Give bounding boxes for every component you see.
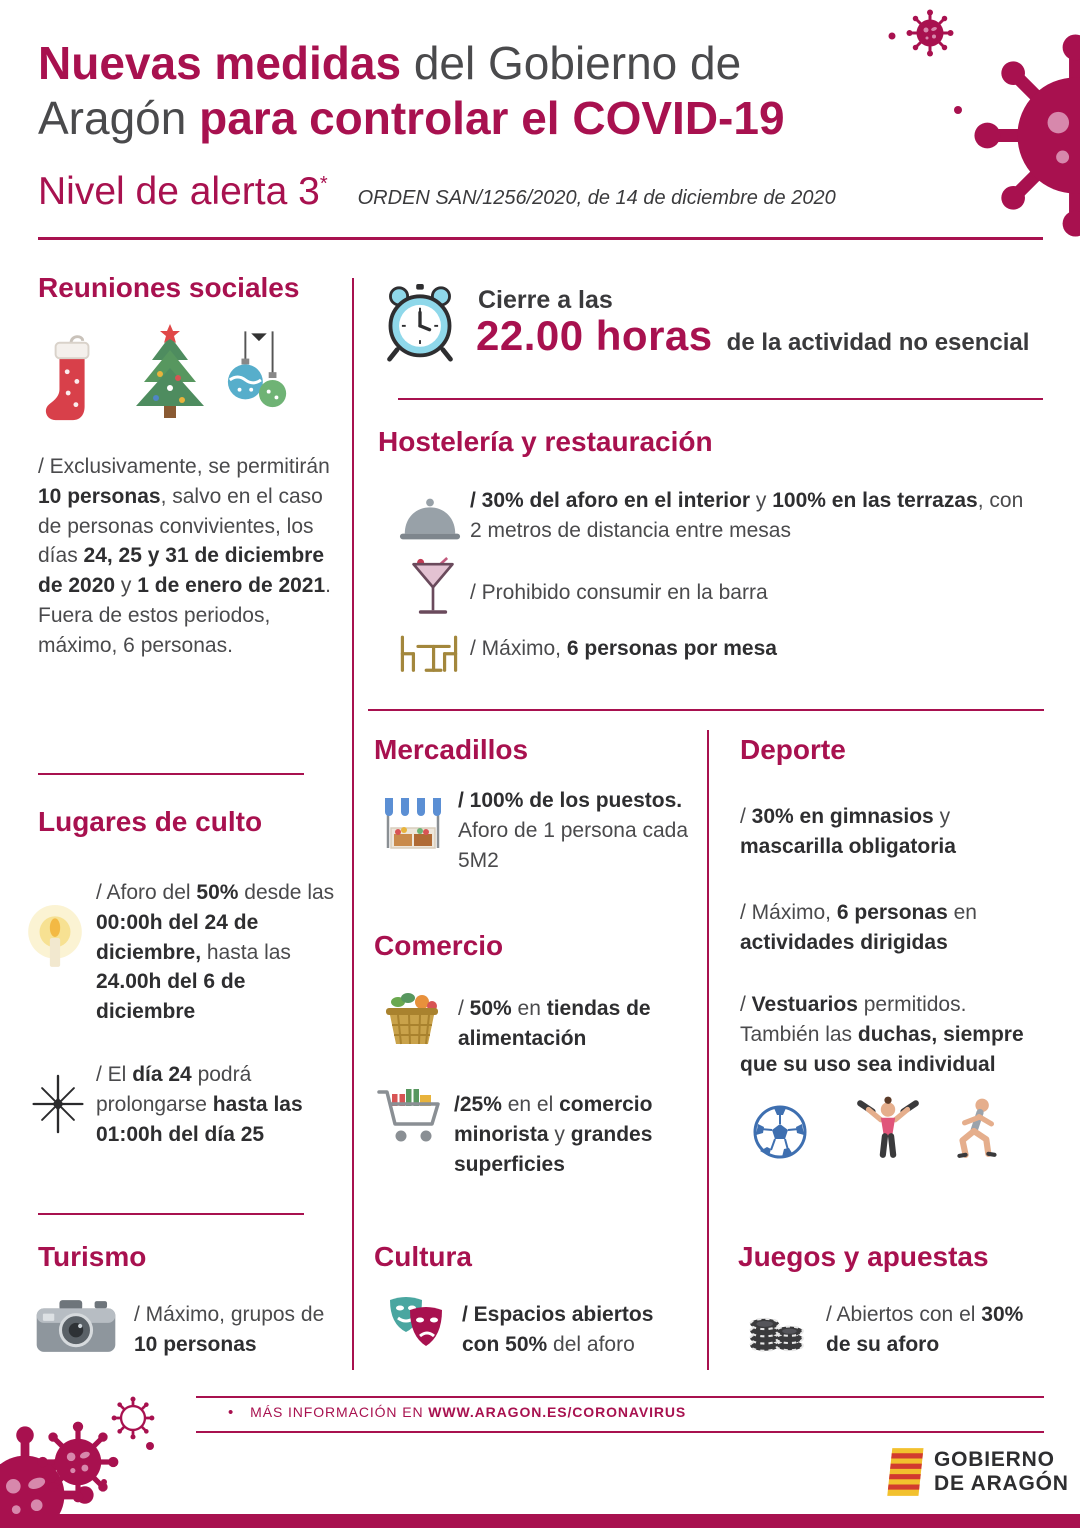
alert-row xyxy=(38,170,1038,214)
market-stall-icon xyxy=(382,794,444,854)
footer-divider-bottom xyxy=(196,1431,1044,1433)
sparkle-star-icon xyxy=(28,1074,88,1134)
running-icon xyxy=(946,1096,1010,1160)
footer-info xyxy=(228,1404,948,1421)
title-accent-1: Nuevas medidas xyxy=(38,37,402,89)
christmas-ornaments-icon xyxy=(224,330,292,426)
title-plain-2: Aragón xyxy=(38,92,200,145)
cloche-icon xyxy=(398,494,462,546)
weightlifting-icon xyxy=(854,1094,922,1160)
section-heading-mercadillos: Mercadillos xyxy=(374,734,529,765)
culto-item-1-text: / Aforo del 50% desde las 00:00h del 24 de diciembre, hasta las 24.00h del 6 de diciembre xyxy=(96,881,335,1024)
curfew-divider xyxy=(398,398,1043,400)
footer-divider-top xyxy=(196,1396,1044,1398)
footer-info-label: MÁS INFORMACIÓN EN xyxy=(250,1404,429,1420)
section-heading-deporte: Deporte xyxy=(740,734,846,765)
shopping-cart-icon xyxy=(376,1084,444,1150)
hosteleria-bottom-divider xyxy=(368,709,1044,711)
header-divider xyxy=(38,237,1043,240)
juegos-text: / Abiertos con el 30% de su aforo xyxy=(826,1303,1024,1356)
deporte-item-1-text: / 30% en gimnasios y mascarilla obligatoria xyxy=(740,805,956,858)
hosteleria-item-1-text: / 30% del aforo en el interior y 100% en las terrazas, con 2 metros de distancia entre mesas xyxy=(470,489,1024,542)
table-and-chairs-icon xyxy=(396,628,462,674)
logo-line-1: GOBIERNO xyxy=(934,1448,1055,1471)
alert-level: Nivel de alerta 3* xyxy=(38,170,328,213)
hosteleria-item-2-text: / Prohibido consumir en la barra xyxy=(470,581,768,604)
turismo-text: / Máximo, grupos de 10 personas xyxy=(134,1303,325,1356)
curfew-time: 22.00 horas xyxy=(476,312,713,359)
aragon-flag-icon xyxy=(884,1446,926,1498)
virus-decoration-bottom-left-icon xyxy=(0,1384,180,1528)
section-heading-cultura: Cultura xyxy=(374,1241,472,1272)
title-accent-2: para controlar el COVID-19 xyxy=(199,92,785,145)
section-heading-comercio: Comercio xyxy=(374,930,504,961)
alarm-clock-icon xyxy=(380,282,460,364)
section-heading-reuniones: Reuniones sociales xyxy=(38,272,300,303)
section-heading-hosteleria: Hostelería y restauración xyxy=(378,426,713,457)
soccer-ball-icon xyxy=(752,1104,808,1160)
christmas-stocking-icon xyxy=(44,332,102,426)
title-plain-1: del Gobierno de xyxy=(401,37,742,89)
footer-info-url: WWW.ARAGON.ES/CORONAVIRUS xyxy=(428,1404,687,1420)
vertical-divider-1 xyxy=(352,278,354,1370)
deporte-item-2-text: / Máximo, 6 personas en actividades dirigidas xyxy=(740,901,977,954)
poker-chips-icon xyxy=(744,1296,808,1356)
theater-masks-icon xyxy=(382,1294,450,1352)
curfew-intro: Cierre a las xyxy=(478,286,613,314)
bottom-accent-bar xyxy=(0,1514,1080,1528)
order-reference: ORDEN SAN/1256/2020, de 14 de diciembre de 2020 xyxy=(357,187,836,209)
comercio-item-2-text: /25% en el comercio minorista y grandes superficies xyxy=(454,1093,653,1176)
curfew-row xyxy=(476,312,1029,360)
reuniones-text: / Exclusivamente, se permitirán 10 personas, salvo en el caso de personas convivientes, los días 24, 25 y 31 de diciembre de 2020 y 1 de enero de 2021. Fuera de estos periodos, máximo, 6 personas. xyxy=(38,455,332,657)
government-logo-text xyxy=(934,1448,1069,1496)
candle-icon xyxy=(22,900,88,976)
virus-decoration-top-right-icon xyxy=(878,0,1080,270)
logo-line-2: DE ARAGÓN xyxy=(934,1471,1069,1495)
mercadillos-text: / 100% de los puestos. Aforo de 1 persona cada 5M2 xyxy=(458,789,688,872)
hosteleria-item-3-text: / Máximo, 6 personas por mesa xyxy=(470,637,777,660)
deporte-item-3-text: / Vestuarios permitidos. También las duchas, siempre que su uso sea individual xyxy=(740,993,1024,1076)
footer-bullet: • xyxy=(228,1404,235,1421)
left-divider-1 xyxy=(38,773,304,775)
section-heading-turismo: Turismo xyxy=(38,1241,147,1272)
left-divider-2 xyxy=(38,1213,304,1215)
curfew-scope: de la actividad no esencial xyxy=(726,329,1030,356)
section-heading-juegos: Juegos y apuestas xyxy=(738,1241,989,1272)
christmas-tree-icon xyxy=(126,322,214,424)
comercio-item-1-text: / 50% en tiendas de alimentación xyxy=(458,997,651,1050)
vertical-divider-2 xyxy=(707,730,709,1370)
section-heading-culto: Lugares de culto xyxy=(38,806,263,837)
cultura-text: / Espacios abiertos con 50% del aforo xyxy=(462,1303,654,1356)
culto-item-2-text: / El día 24 podrá prolongarse hasta las 01:00h del día 25 xyxy=(96,1063,303,1146)
food-basket-icon xyxy=(382,990,442,1048)
camera-icon xyxy=(34,1296,118,1356)
page-title xyxy=(38,36,878,146)
cocktail-icon xyxy=(410,556,456,622)
